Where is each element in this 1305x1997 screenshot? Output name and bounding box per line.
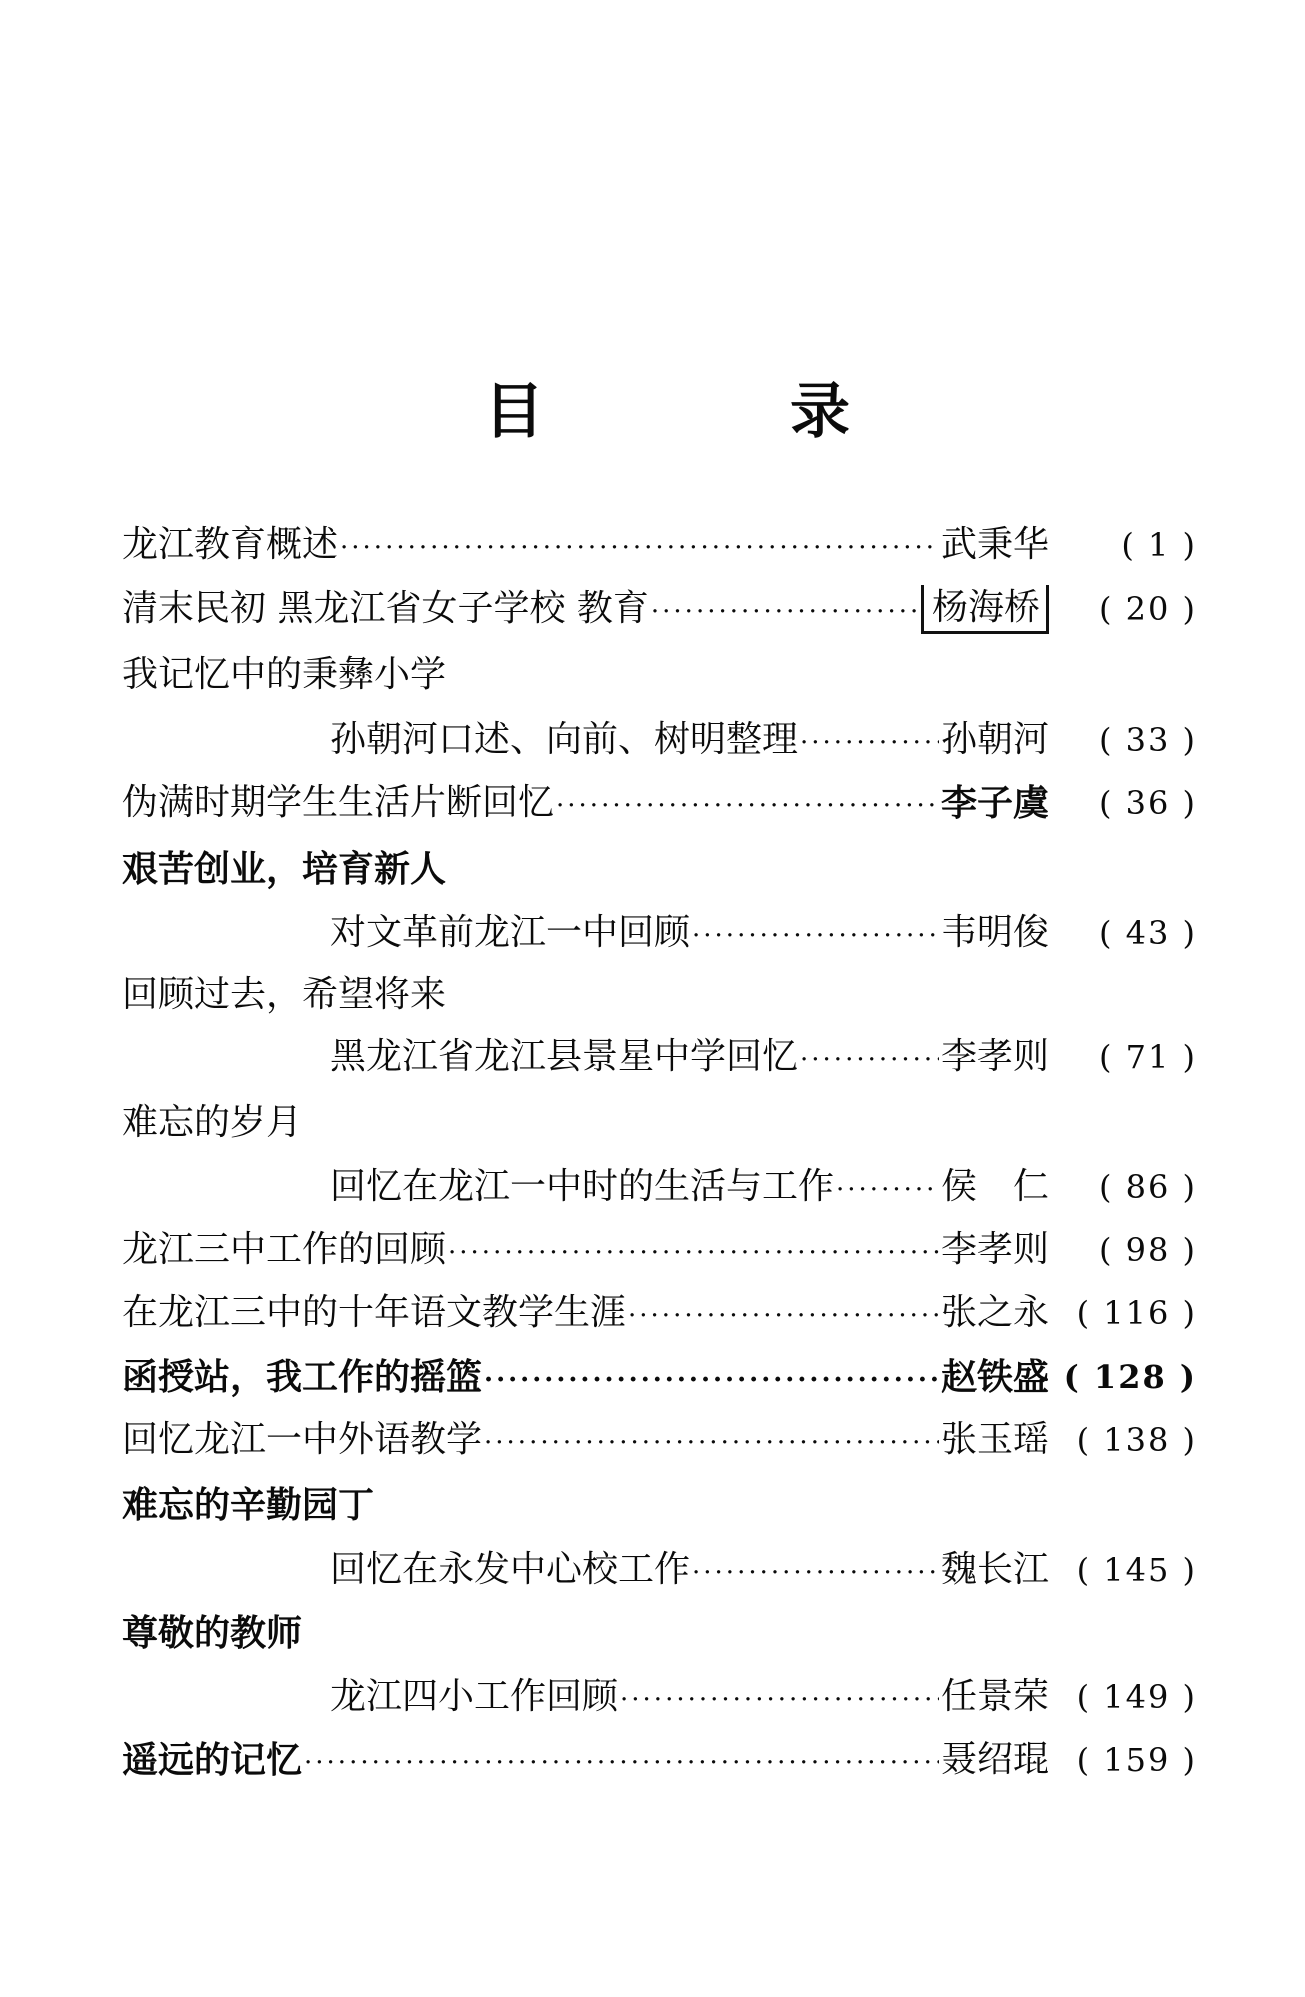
- entry-author: 张之永: [940, 1292, 1049, 1333]
- leader-dots: [836, 1159, 939, 1215]
- entry-title: 对文革前龙江一中回顾: [330, 912, 691, 953]
- entry-author: 魏长江: [940, 1549, 1049, 1590]
- entry-author: 武秉华: [940, 524, 1049, 565]
- toc-entry: [122, 1415, 1197, 1465]
- entry-page: ( 138 ): [1076, 1421, 1197, 1459]
- entry-page: ( 149 ): [1076, 1678, 1197, 1716]
- entry-author: 任景荣: [940, 1676, 1049, 1717]
- entry-title: 龙江教育概述: [122, 524, 339, 565]
- toc-entry-heading: 尊敬的教师: [122, 1612, 303, 1654]
- entry-author: 张玉瑶: [940, 1419, 1049, 1460]
- toc-entry: [122, 1225, 1197, 1275]
- entry-title: 清末民初 黑龙江省女子学校 教育: [122, 588, 649, 629]
- entry-author: 李子虞: [940, 782, 1049, 824]
- toc-entry: [330, 1162, 1197, 1212]
- leader-dots: [304, 1732, 939, 1788]
- toc-entry: [330, 715, 1197, 765]
- leader-dots: [556, 775, 939, 831]
- leader-dots: [628, 1285, 939, 1341]
- entry-author: 聂绍琨: [940, 1739, 1049, 1780]
- page-title-char: 录: [790, 377, 850, 447]
- entry-title: 在龙江三中的十年语文教学生涯: [122, 1292, 627, 1333]
- toc-entry-heading: 难忘的岁月: [122, 1102, 303, 1143]
- leader-dots: [484, 1349, 939, 1405]
- entry-page: ( 159 ): [1076, 1741, 1197, 1779]
- toc-entry: [330, 1672, 1197, 1722]
- entry-page: ( 1 ): [1121, 526, 1197, 564]
- entry-author: 侯 仁: [940, 1166, 1049, 1207]
- toc-entry: [122, 1352, 1197, 1402]
- entry-author: 韦明俊: [940, 912, 1049, 953]
- leader-dots: [800, 712, 939, 768]
- entry-author: 杨海桥: [921, 585, 1049, 634]
- entry-title: 回忆在龙江一中时的生活与工作: [330, 1166, 835, 1207]
- entry-page: ( 98 ): [1098, 1231, 1197, 1269]
- toc-entry: [122, 778, 1197, 828]
- toc-entry: [330, 908, 1197, 958]
- leader-dots: [484, 1412, 939, 1468]
- toc-entry: [330, 1032, 1197, 1082]
- leader-dots: [800, 1029, 939, 1085]
- leader-dots: [692, 905, 939, 961]
- entry-title: 黑龙江省龙江县景星中学回忆: [330, 1036, 799, 1077]
- leader-dots: [340, 517, 939, 573]
- toc-entry-heading: 我记忆中的秉彝小学: [122, 654, 447, 695]
- page-title-char: 目: [484, 377, 544, 447]
- entry-author: 李孝则: [940, 1036, 1049, 1077]
- leader-dots: [651, 581, 919, 637]
- entry-page: ( 36 ): [1098, 784, 1197, 822]
- entry-page: ( 43 ): [1098, 914, 1197, 952]
- entry-page: ( 86 ): [1098, 1168, 1197, 1206]
- toc-entry: [122, 1288, 1197, 1338]
- entry-author: 李孝则: [940, 1229, 1049, 1270]
- toc-entry-heading: 难忘的辛勤园丁: [122, 1484, 375, 1526]
- entry-page: ( 71 ): [1098, 1038, 1197, 1076]
- leader-dots: [448, 1222, 939, 1278]
- entry-title: 回忆在永发中心校工作: [330, 1549, 691, 1590]
- leader-dots: [620, 1669, 939, 1725]
- leader-dots: [692, 1542, 939, 1598]
- toc-entry: [330, 1545, 1197, 1595]
- entry-page: ( 20 ): [1098, 590, 1197, 628]
- entry-author: 赵铁盛: [940, 1356, 1049, 1398]
- entry-title: 伪满时期学生生活片断回忆: [122, 782, 555, 823]
- toc-entry-heading: 回顾过去，希望将来: [122, 974, 447, 1015]
- entry-title: 函授站，我工作的摇篮: [122, 1356, 483, 1398]
- toc-entry: [122, 1735, 1197, 1785]
- entry-page: ( 33 ): [1098, 721, 1197, 759]
- entry-title: 孙朝河口述、向前、树明整理: [330, 719, 799, 760]
- entry-title: 龙江三中工作的回顾: [122, 1229, 447, 1270]
- entry-author: 孙朝河: [940, 719, 1049, 760]
- toc-entry: [122, 584, 1197, 634]
- entry-title: 回忆龙江一中外语教学: [122, 1419, 483, 1460]
- entry-page: ( 116 ): [1076, 1294, 1197, 1332]
- page-title: [0, 372, 1305, 452]
- entry-page: ( 145 ): [1076, 1551, 1197, 1589]
- entry-title: 遥远的记忆: [122, 1739, 303, 1781]
- toc-entry: [122, 520, 1197, 570]
- entry-page: ( 128 ): [1063, 1358, 1197, 1396]
- entry-title: 龙江四小工作回顾: [330, 1676, 619, 1717]
- toc-entry-heading: 艰苦创业，培育新人: [122, 848, 447, 890]
